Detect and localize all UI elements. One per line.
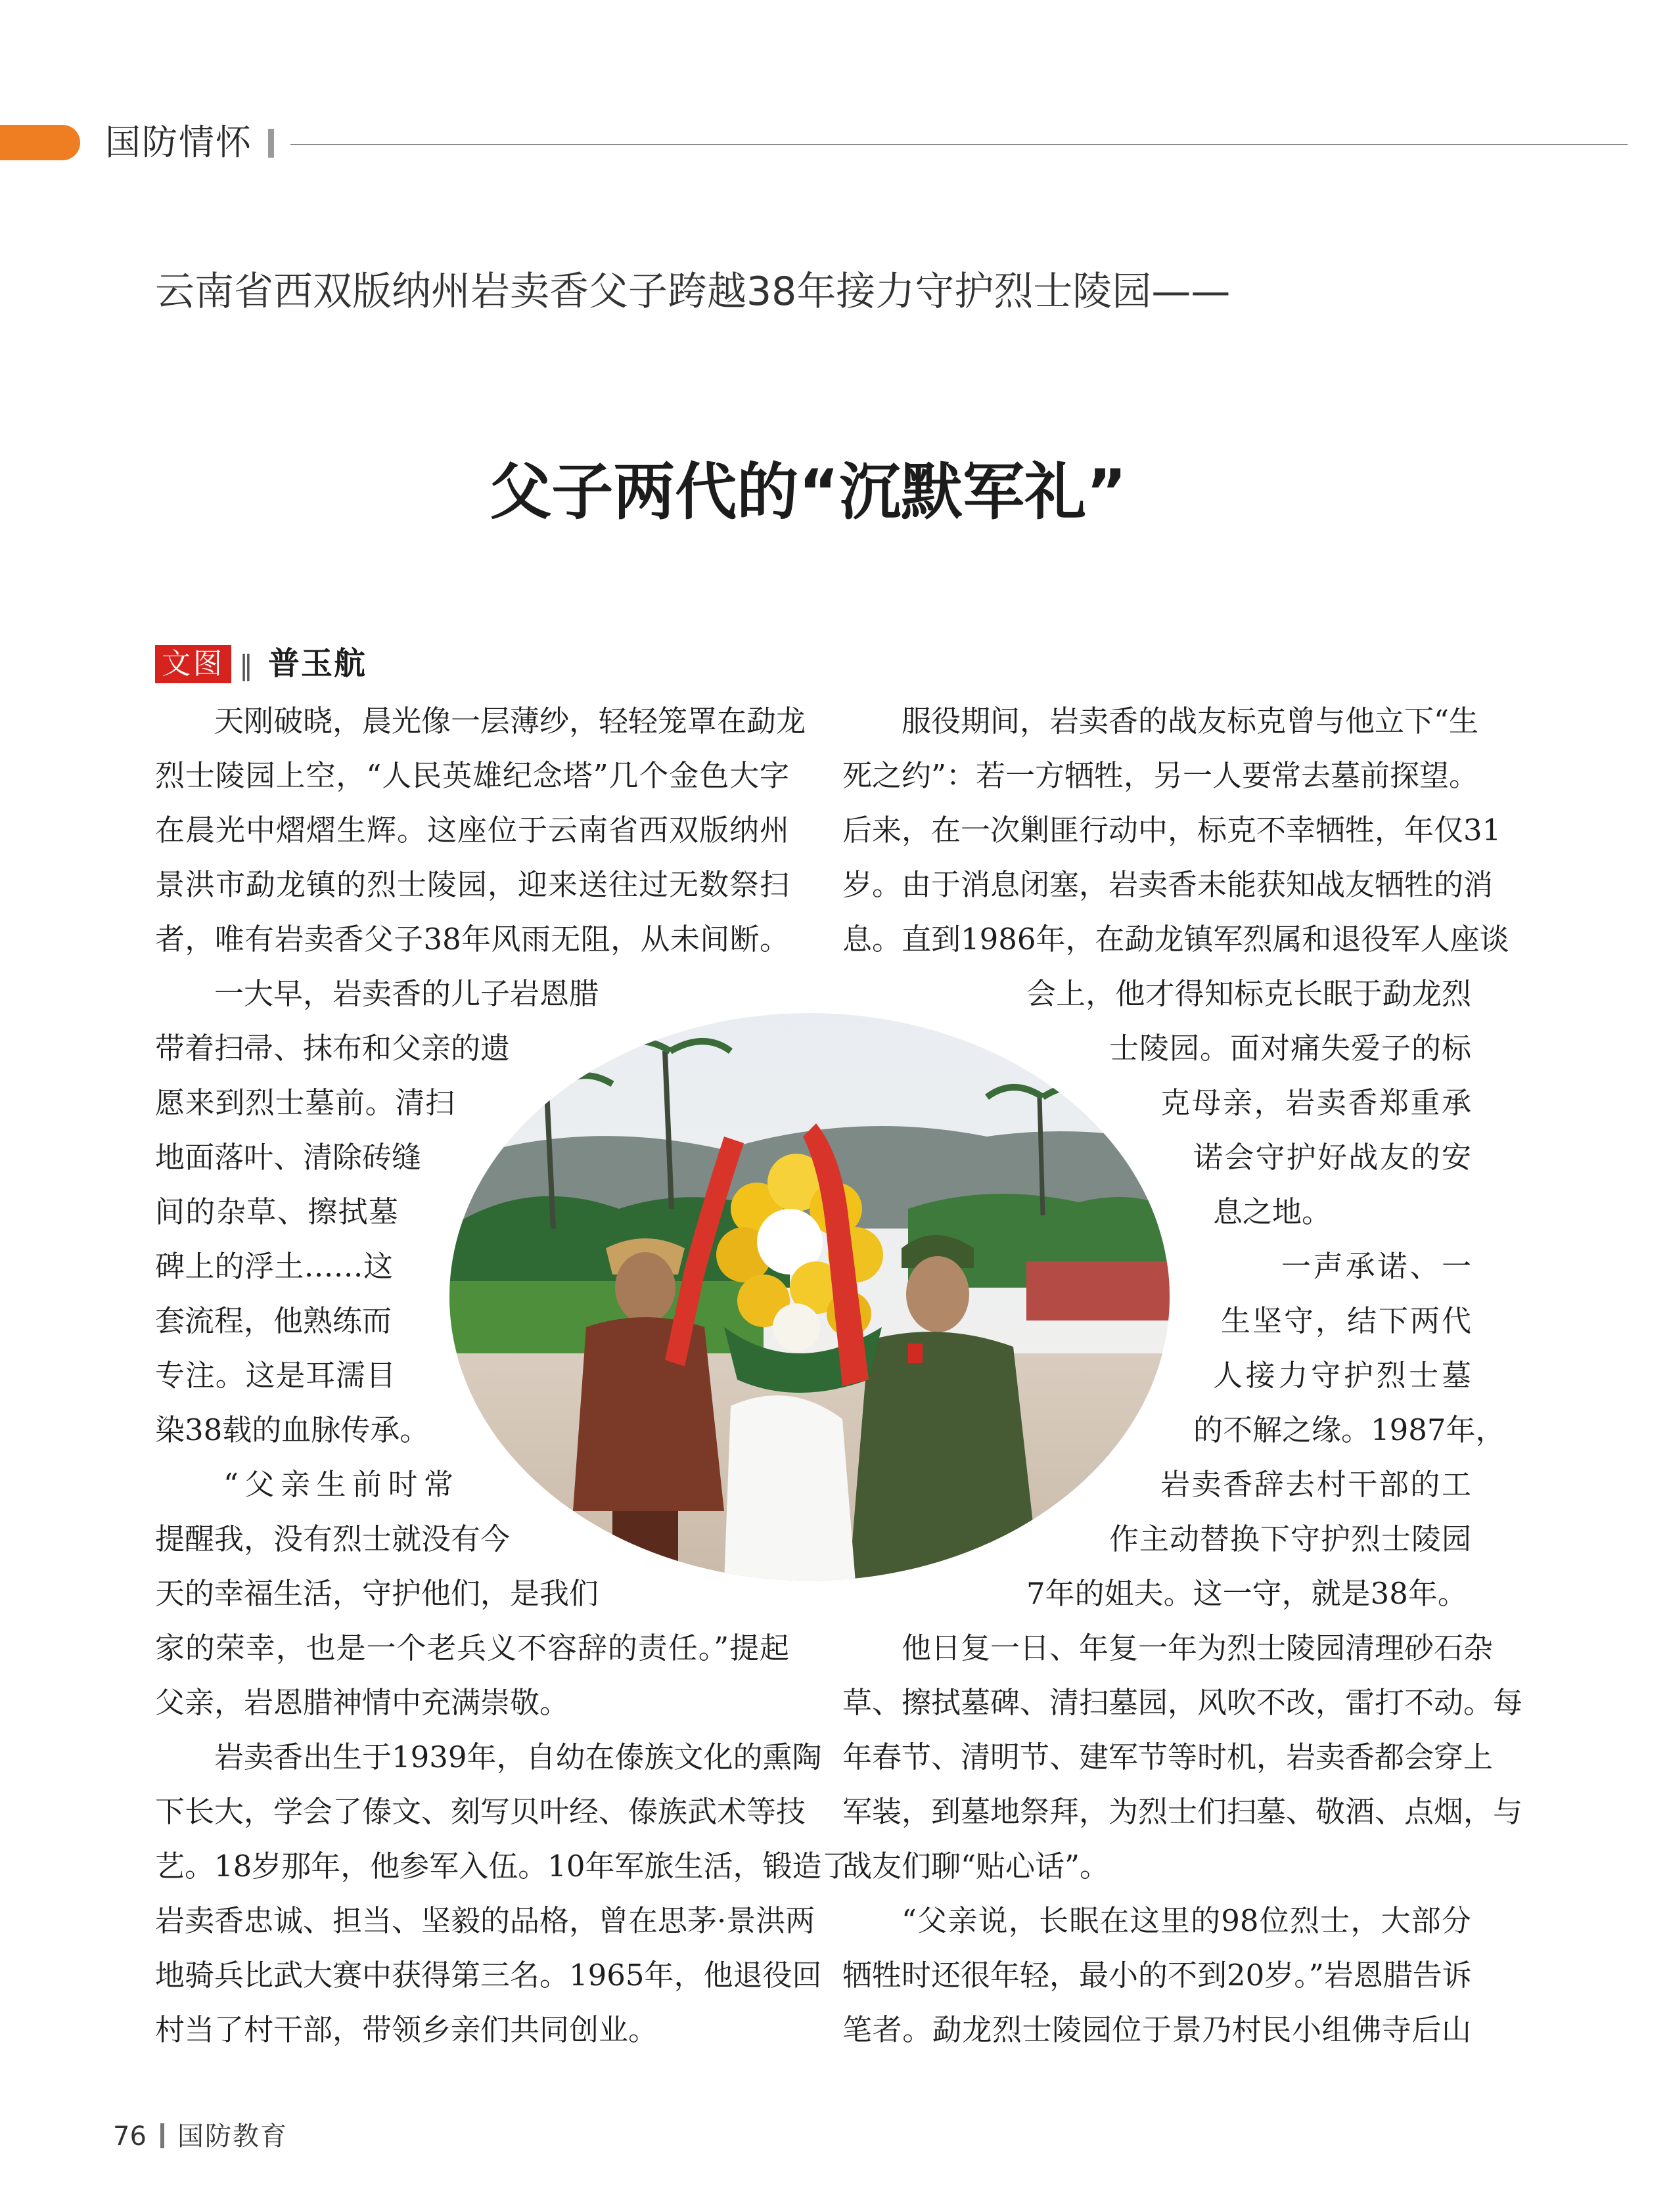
section-divider-mark <box>268 129 274 158</box>
text-line: 家的荣幸，也是一个老兵义不容辞的责任。”提起 <box>155 1631 789 1665</box>
text-line: 死之约”：若一方牺牲，另一人要常去墓前探望。 <box>842 758 1479 793</box>
header-rule <box>290 144 1628 145</box>
text-line: 村当了村干部，带领乡亲们共同创业。 <box>155 2012 658 2047</box>
article-kicker: 云南省西双版纳州岩卖香父子跨越38年接力守护烈士陵园—— <box>155 269 1231 315</box>
text-line: 下长大，学会了傣文、刻写贝叶经、傣族武术等技 <box>155 1794 806 1829</box>
text-line: 服役期间，岩卖香的战友标克曾与他立下“生 <box>902 704 1479 738</box>
text-line: 息。直到1986年，在勐龙镇军烈属和退役军人座谈 <box>842 922 1509 957</box>
text-line: 天刚破晓，晨光像一层薄纱，轻轻笼罩在勐龙 <box>214 704 806 738</box>
text-line: 笔者。勐龙烈士陵园位于景乃村民小组佛寺后山 <box>842 2012 1471 2047</box>
text-line: 带着扫帚、抹布和父亲的遗 <box>155 1031 511 1066</box>
text-line: 诺会守护好战友的安 <box>1193 1140 1471 1175</box>
text-line: 在晨光中熠熠生辉。这座位于云南省西双版纳州 <box>155 813 789 847</box>
text-line: 岁。由于消息闭塞，岩卖香未能获知战友牺牲的消 <box>842 867 1494 902</box>
text-line: 天的幸福生活，守护他们，是我们 <box>155 1576 599 1611</box>
text-line: 岩卖香忠诚、担当、坚毅的品格，曾在思茅·景洪两 <box>155 1903 815 1938</box>
text-line: 烈士陵园上空，“人民英雄纪念塔”几个金色大字 <box>155 758 789 793</box>
text-line: 后来，在一次剿匪行动中，标克不幸牺牲，年仅31 <box>842 813 1501 847</box>
text-line: 提醒我，没有烈士就没有今 <box>155 1522 511 1556</box>
page-number: 76 <box>113 2121 147 2152</box>
text-line: 生坚守，结下两代 <box>1221 1303 1471 1338</box>
text-line: 套流程，他熟练而 <box>155 1303 392 1338</box>
section-tab-bar <box>0 125 80 160</box>
text-line: 的不解之缘。1987年， <box>1193 1412 1505 1447</box>
article-title: 父子两代的“沉默军礼” <box>490 457 1127 528</box>
text-line: 者，唯有岩卖香父子38年风雨无阻，从未间断。 <box>155 922 789 957</box>
text-line: 7年的姐夫。这一守，就是38年。 <box>1026 1576 1467 1611</box>
text-line: 专注。这是耳濡目 <box>155 1358 396 1393</box>
text-line: “父亲生前时常 <box>223 1467 453 1502</box>
text-line: 一声承诺、一 <box>1281 1249 1471 1284</box>
text-line: 一大早，岩卖香的儿子岩恩腊 <box>214 976 599 1011</box>
text-line: 年春节、清明节、建军节等时机，岩卖香都会穿上 <box>842 1740 1494 1774</box>
text-line: 会上，他才得知标克长眠于勐龙烈 <box>1026 976 1471 1011</box>
text-line: “父亲说，长眠在这里的98位烈士，大部分 <box>902 1903 1471 1938</box>
byline-tag: 文图 <box>155 645 231 683</box>
text-line: 克母亲，岩卖香郑重承 <box>1160 1085 1471 1120</box>
text-line: 人接力守护烈士墓 <box>1213 1358 1471 1393</box>
oval-photo-wreath <box>448 1012 1171 1582</box>
text-line: 艺。18岁那年，他参军入伍。10年军旅生活，锻造了 <box>155 1849 852 1884</box>
text-line: 地面落叶、清除砖缝 <box>155 1140 422 1175</box>
text-line: 他日复一日、年复一年为烈士陵园清理砂石杂 <box>902 1631 1494 1665</box>
footer-separator <box>160 2123 164 2148</box>
byline-author: 普玉航 <box>268 645 367 682</box>
section-name: 国防情怀 <box>105 122 252 163</box>
text-line: 军装，到墓地祭拜，为烈士们扫墓、敬酒、点烟，与 <box>842 1794 1523 1829</box>
text-line: 牺牲时还很年轻，最小的不到20岁。”岩恩腊告诉 <box>842 1958 1472 1993</box>
text-line: 间的杂草、擦拭墓 <box>155 1194 398 1229</box>
text-line: 草、擦拭墓碑、清扫墓园，风吹不改，雷打不动。每 <box>842 1685 1523 1720</box>
text-line: 战友们聊“贴心话”。 <box>842 1849 1110 1884</box>
text-line: 作主动替换下守护烈士陵园 <box>1109 1522 1471 1556</box>
text-line: 染38载的血脉传承。 <box>155 1412 430 1447</box>
journal-name: 国防教育 <box>177 2121 288 2152</box>
text-line: 碑上的浮土……这 <box>155 1249 393 1284</box>
text-line: 父亲，岩恩腊神情中充满崇敬。 <box>155 1685 570 1720</box>
byline-separator: ‖ <box>239 649 253 681</box>
text-line: 地骑兵比武大赛中获得第三名。1965年，他退役回 <box>155 1958 822 1993</box>
text-line: 息之地。 <box>1213 1194 1332 1229</box>
text-line: 岩卖香辞去村干部的工 <box>1160 1467 1471 1502</box>
text-line: 景洪市勐龙镇的烈士陵园，迎来送往过无数祭扫 <box>155 867 789 902</box>
text-line: 士陵园。面对痛失爱子的标 <box>1109 1031 1471 1066</box>
text-line: 愿来到烈士墓前。清扫 <box>155 1085 455 1120</box>
text-line: 岩卖香出生于1939年，自幼在傣族文化的熏陶 <box>214 1740 822 1774</box>
